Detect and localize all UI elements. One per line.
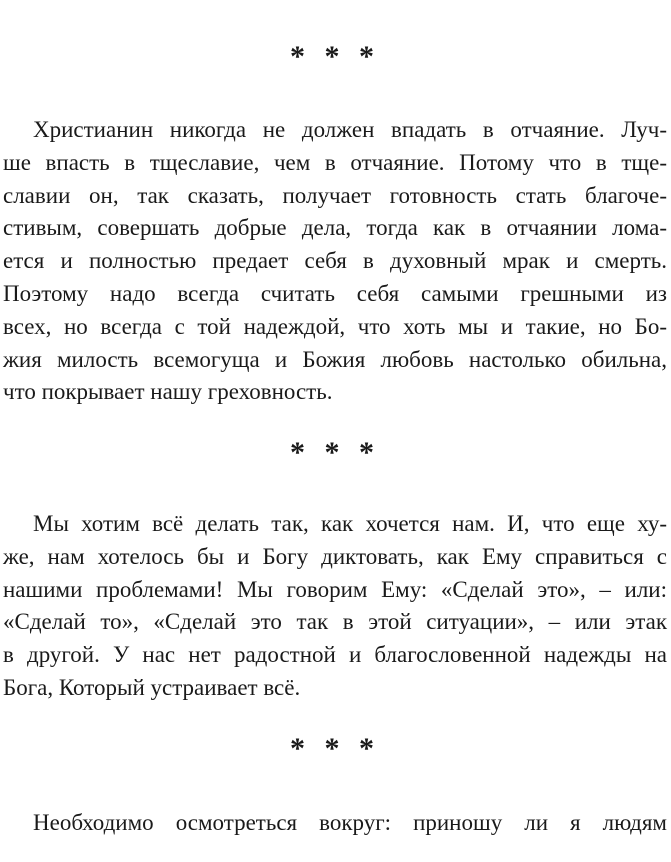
text-line: жия милость всемогуща и Божия любовь настолько обильна, [3, 346, 667, 372]
text-line: Поэтому надо всегда считать себя самыми грешными из [3, 280, 667, 306]
text-line: в другой. У нас нет радостной и благословенной надежды на [3, 642, 667, 668]
text-line: Необходимо осмотреться вокруг: приношу ли я людям [33, 810, 667, 835]
section-separator: * * * [290, 436, 380, 469]
text-line: «Сделай то», «Сделай это так в этой ситуации», – или этак [3, 609, 667, 635]
text-line: всех, но всегда с той надеждой, что хоть мы и такие, но Бо- [3, 313, 667, 339]
section-separator: * * * [290, 732, 380, 765]
section-separator: * * * [290, 40, 380, 73]
text-line: стивым, совершать добрые дела, тогда как в отчаянии лома- [3, 215, 667, 241]
text-line: что покрывает нашу греховность. [3, 379, 333, 405]
text-line: Бога, Который устраивает всё. [3, 674, 301, 700]
text-line: Мы хотим всё делать так, как хочется нам. И, что еще ху- [33, 511, 667, 536]
text-line: нашими проблемами! Мы говорим Ему: «Сделай это», – или: [3, 576, 667, 602]
paragraph-1 [3, 114, 667, 409]
text-line: Христианин никогда не должен впадать в отчаяние. Луч- [33, 117, 667, 142]
text-line: ше впасть в тщеславие, чем в отчаяние. Потому что в тще- [3, 149, 667, 175]
text-line: ется и полностью предает себя в духовный мрак и смерть. [3, 248, 667, 274]
paragraph-2 [3, 508, 667, 705]
text-line: же, нам хотелось бы и Богу диктовать, как Ему справиться с [3, 543, 667, 569]
text-line: славии он, так сказать, получает готовность стать благоче- [3, 182, 667, 208]
paragraph-3 [3, 807, 667, 840]
